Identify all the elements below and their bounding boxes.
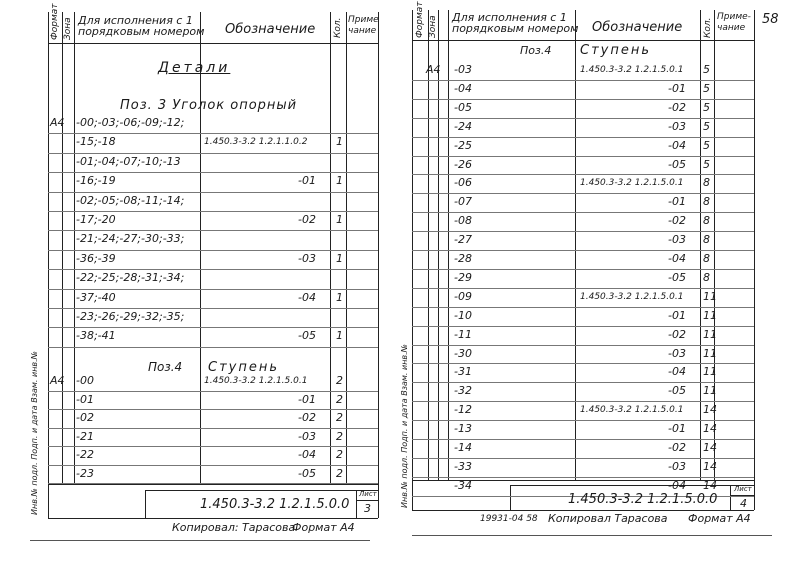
part4-name: Ступень: [580, 43, 652, 58]
row-variant: -25: [454, 138, 472, 152]
row-separator: [412, 401, 754, 402]
row-separator: [48, 153, 378, 154]
row-variant: -36;-39: [76, 251, 116, 265]
row-variant: -22: [76, 448, 94, 461]
header-format: Формат: [50, 3, 60, 40]
row-format: А4: [426, 63, 441, 76]
row-variant: -00: [76, 374, 94, 387]
row-separator: [412, 212, 754, 213]
row-qty: 14: [703, 478, 717, 492]
row-designation: 1.450.3-3.2 1.2.1.1.0.2: [204, 137, 308, 148]
row-designation: -05: [668, 157, 686, 171]
row-qty: 11: [703, 327, 717, 341]
row-designation: -02: [668, 327, 686, 341]
row-separator: [412, 363, 754, 364]
stamp-code: 1.450.3-3.2 1.2.1.5.0.0: [568, 492, 718, 507]
row-qty: 14: [703, 403, 717, 417]
row-separator: [48, 347, 378, 348]
row-variant: -15;-18: [76, 135, 116, 149]
row-variant: -14: [454, 441, 472, 454]
row-designation: -04: [668, 138, 686, 152]
row-separator: [48, 483, 378, 484]
row-separator: [412, 99, 754, 100]
row-qty: 8: [703, 195, 710, 209]
row-variant: -06: [454, 176, 472, 190]
row-qty: 2: [336, 411, 343, 424]
row-qty: 8: [703, 270, 710, 284]
row-qty: 5: [703, 157, 710, 171]
row-separator: [48, 211, 378, 212]
row-separator: [48, 391, 378, 392]
row-designation: 1.450.3-3.2 1.2.1.5.0.1: [580, 291, 684, 302]
row-variant: -30: [454, 346, 472, 360]
row-variant: -01;-04;-07;-10;-13: [76, 154, 181, 168]
row-designation: -02: [298, 411, 316, 424]
row-variant: -12: [454, 403, 472, 417]
row-designation: -03: [668, 459, 686, 473]
row-qty: 2: [336, 466, 343, 480]
row-variant: -22;-25;-28;-31;-34;: [76, 271, 185, 285]
row-separator: [412, 345, 754, 346]
row-separator: [48, 230, 378, 231]
row-designation: -04: [668, 252, 686, 265]
row-designation: -04: [298, 448, 316, 461]
row-variant: -28: [454, 252, 472, 265]
row-designation: -04: [298, 290, 316, 304]
row-variant: -26: [454, 157, 472, 171]
row-variant: -23;-26;-29;-32;-35;: [76, 310, 185, 323]
row-variant: -13: [454, 422, 472, 436]
header-qty: Кол.: [333, 17, 343, 38]
row-separator: [412, 269, 754, 270]
row-qty: 8: [703, 214, 710, 228]
row-designation: -05: [298, 466, 316, 480]
row-qty: 1: [336, 290, 343, 304]
row-variant: -17;-20: [76, 213, 116, 226]
header-qty: Кол.: [703, 17, 713, 38]
row-separator: [412, 193, 754, 194]
row-qty: 2: [336, 429, 343, 443]
row-separator: [48, 172, 378, 173]
row-qty: 11: [703, 384, 717, 398]
row-qty: 1: [336, 135, 343, 149]
row-variant: -21: [76, 429, 94, 443]
row-qty: 5: [703, 138, 710, 152]
row-variant: -01: [76, 392, 94, 406]
copied-by: Копировал Тарасова: [548, 512, 668, 525]
row-qty: 5: [703, 81, 710, 95]
row-designation: -02: [668, 441, 686, 454]
row-designation: -05: [668, 270, 686, 284]
row-qty: 1: [336, 174, 343, 188]
row-separator: [48, 428, 378, 429]
row-qty: 11: [703, 289, 717, 303]
row-separator: [412, 80, 754, 81]
header-note: Приме- чание: [717, 12, 751, 33]
row-variant: -07: [454, 195, 472, 209]
row-separator: [412, 307, 754, 308]
row-separator: [48, 409, 378, 410]
row-variant: -00;-03;-06;-09;-12;: [76, 116, 185, 129]
side-text: Инв.№ подл. Подп. и дата Взам. инв.№: [400, 343, 409, 508]
row-designation: -04: [668, 365, 686, 379]
row-qty: 14: [703, 441, 717, 454]
row-variant: -08: [454, 214, 472, 228]
format-label: Формат А4: [688, 512, 751, 525]
part4-name: Ступень: [208, 360, 280, 375]
row-separator: [48, 327, 378, 328]
row-qty: 8: [703, 252, 710, 265]
header-designation: Обозначение: [225, 22, 316, 37]
row-designation: -03: [668, 346, 686, 360]
side-text: Инв.№ подл. Подп. и дата Взам. инв.№: [30, 350, 39, 515]
row-variant: -02;-05;-08;-11;-14;: [76, 193, 185, 207]
row-variant: -23: [76, 466, 94, 480]
row-variant: -32: [454, 384, 472, 398]
row-qty: 2: [336, 448, 343, 461]
row-qty: 8: [703, 176, 710, 190]
row-separator: [48, 308, 378, 309]
row-separator: [412, 420, 754, 421]
row-qty: 2: [336, 392, 343, 406]
row-qty: 8: [703, 233, 710, 247]
header-variant: Для исполнения с 1 порядковым номером: [78, 14, 205, 38]
row-designation: -02: [668, 100, 686, 114]
row-separator: [412, 174, 754, 175]
header-note: Приме чание: [348, 15, 379, 36]
row-variant: -38;-41: [76, 329, 116, 343]
stamp-code: 1.450.3-3.2 1.2.1.5.0.0: [200, 497, 350, 512]
row-qty: 5: [703, 63, 710, 76]
row-designation: -02: [298, 213, 316, 226]
row-qty: 14: [703, 459, 717, 473]
row-variant: -09: [454, 289, 472, 303]
row-qty: 5: [703, 100, 710, 114]
row-variant: -21;-24;-27;-30;-33;: [76, 232, 185, 246]
format-label: Формат А4: [292, 521, 355, 534]
row-qty: 11: [703, 308, 717, 322]
row-designation: -05: [298, 329, 316, 343]
row-variant: -33: [454, 459, 472, 473]
row-separator: [412, 231, 754, 232]
row-designation: -02: [668, 214, 686, 228]
row-designation: 1.450.3-3.2 1.2.1.5.0.1: [580, 405, 684, 416]
row-variant: -16;-19: [76, 174, 116, 188]
row-separator: [412, 458, 754, 459]
row-qty: 11: [703, 346, 717, 360]
row-separator: [48, 269, 378, 270]
row-designation: -01: [668, 81, 686, 95]
row-variant: -02: [76, 411, 94, 424]
row-variant: -34: [454, 478, 472, 492]
row-qty: 5: [703, 119, 710, 133]
row-format: А4: [50, 116, 65, 129]
row-designation: -03: [298, 251, 316, 265]
row-qty: 1: [336, 329, 343, 343]
row-qty: 1: [336, 213, 343, 226]
row-separator: [412, 250, 754, 251]
section-title: Детали: [158, 60, 231, 76]
row-variant: -27: [454, 233, 472, 247]
row-separator: [48, 133, 378, 134]
header-variant: Для исполнения с 1 порядковым номером: [452, 11, 579, 35]
row-separator: [48, 446, 378, 447]
row-separator: [412, 326, 754, 327]
part4-pos: Поз.4: [520, 44, 552, 57]
row-qty: 11: [703, 365, 717, 379]
page-number: 58: [762, 12, 779, 27]
row-variant: -11: [454, 327, 472, 341]
row-designation: -04: [668, 478, 686, 492]
row-separator: [412, 382, 754, 383]
header-zone: Зона: [428, 15, 438, 38]
row-format: А4: [50, 374, 65, 387]
row-separator: [412, 156, 754, 157]
row-separator: [412, 439, 754, 440]
row-designation: -03: [668, 119, 686, 133]
row-variant: -29: [454, 270, 472, 284]
row-separator: [48, 250, 378, 251]
row-variant: -03: [454, 63, 472, 76]
row-separator: [48, 289, 378, 290]
row-designation: 1.450.3-3.2 1.2.1.5.0.1: [580, 178, 684, 189]
sheet-number: 4: [740, 497, 747, 510]
row-designation: -05: [668, 384, 686, 398]
row-designation: -01: [668, 308, 686, 322]
row-designation: -01: [668, 422, 686, 436]
row-designation: 1.450.3-3.2 1.2.1.5.0.1: [204, 376, 308, 386]
row-designation: -03: [298, 429, 316, 443]
row-separator: [412, 118, 754, 119]
row-designation: -01: [298, 392, 316, 406]
row-designation: -01: [668, 195, 686, 209]
row-qty: 2: [336, 374, 343, 387]
row-variant: -04: [454, 81, 472, 95]
sheet-label: Лист: [359, 490, 377, 498]
copied-by: Копировал: Тарасова: [172, 521, 296, 534]
sheet-label: Лист: [734, 485, 752, 493]
row-variant: -24: [454, 119, 472, 133]
row-separator: [412, 288, 754, 289]
row-qty: 1: [336, 251, 343, 265]
header-zone: Зона: [63, 17, 73, 40]
row-variant: -31: [454, 365, 472, 379]
row-separator: [48, 465, 378, 466]
date-stamp: 19931-04 58: [480, 514, 538, 524]
row-designation: -01: [298, 174, 316, 188]
header-designation: Обозначение: [592, 20, 683, 35]
part4-pos: Поз.4: [148, 360, 183, 374]
row-variant: -37;-40: [76, 290, 116, 304]
row-designation: -03: [668, 233, 686, 247]
header-format: Формат: [415, 1, 425, 38]
part3-title: Поз. 3 Уголок опорный: [120, 98, 298, 113]
row-variant: -05: [454, 100, 472, 114]
sheet-number: 3: [364, 502, 371, 515]
row-designation: 1.450.3-3.2 1.2.1.5.0.1: [580, 65, 684, 75]
row-separator: [48, 192, 378, 193]
row-separator: [412, 477, 754, 478]
row-separator: [412, 137, 754, 138]
row-qty: 14: [703, 422, 717, 436]
row-variant: -10: [454, 308, 472, 322]
